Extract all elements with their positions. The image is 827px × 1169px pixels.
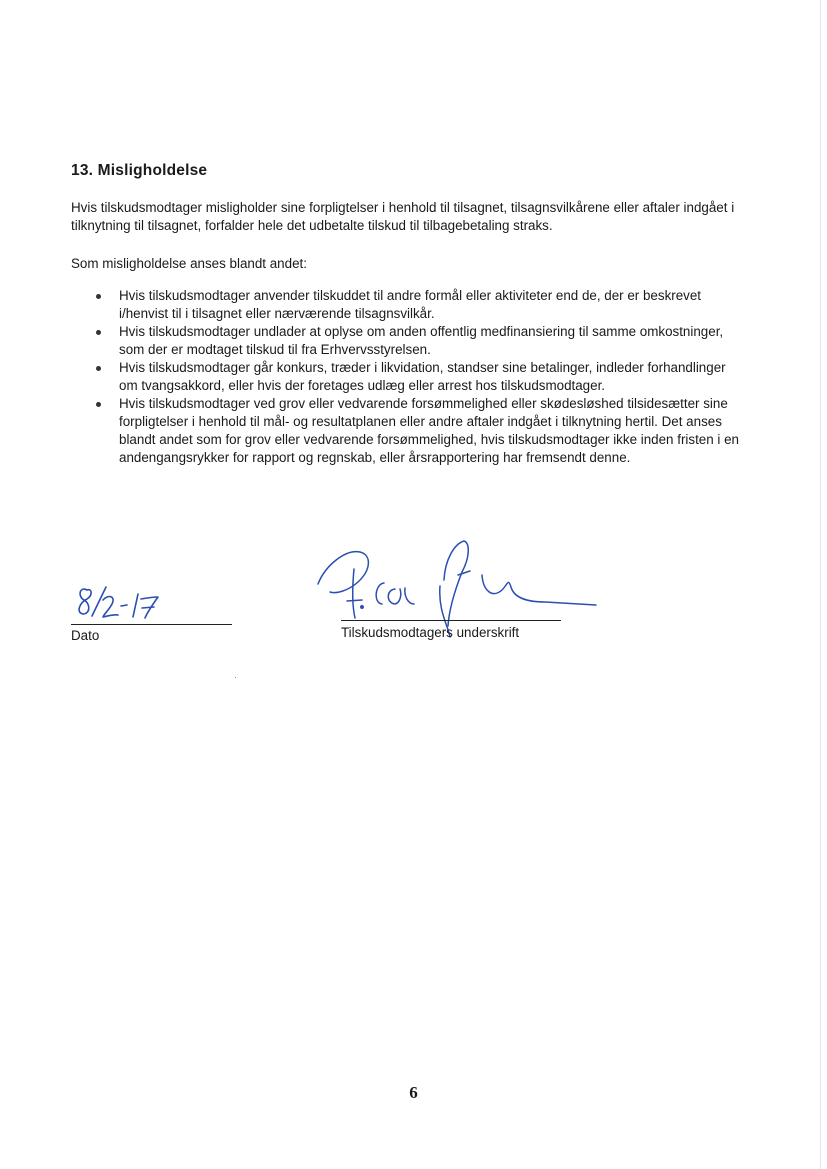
scan-speck: [235, 677, 236, 678]
signature-line: [341, 620, 561, 621]
handwritten-date: [79, 587, 158, 618]
signature: [318, 541, 596, 637]
page-number: 6: [409, 1083, 418, 1102]
signature-label: Tilskudsmodtagers underskrift: [341, 625, 520, 640]
list-item-text: Hvis tilskudsmodtager ved grov eller vedvarende forsømmelighed eller skødesløshed tilsidesætter sine forpligtelser i henhold til mål- og resultatplanen eller andre aftaler indgået i tilknytning hertil. Det anses blandt andet som for grov eller vedvarende forsømmelighed, hvis tilskudsmodtager ikke inden fristen i en andengangsrykker for rapport og regnskab, eller årsrapportering har fremsendt denne.: [119, 396, 739, 465]
section-heading: 13. Misligholdelse: [71, 162, 208, 179]
paragraph-breach-consequence: Hvis tilskudsmodtager misligholder sine forpligtelser i henhold til tilsagnet, tilsagnsvilkårene eller aftaler indgået i tilknytning til tilsagnet, forfalder hele det udbetalte tilskud til tilbagebetaling straks.: [71, 200, 735, 233]
list-item-text: Hvis tilskudsmodtager anvender tilskuddet til andre formål eller aktiviteter end de, der er beskrevet i/henvist til i tilsagnet eller nærværende tilsagnsvilkår.: [119, 288, 702, 321]
list-item-text: Hvis tilskudsmodtager går konkurs, træder i likvidation, standser sine betalinger, indleder forhandlinger om tvangsakkord, eller hvis der foretages udlæg eller arrest hos tilskudsmodtager.: [119, 360, 726, 393]
paragraph-breach-intro: Som misligholdelse anses blandt andet:: [71, 256, 307, 271]
list-item-text: Hvis tilskudsmodtager undlader at oplyse om anden offentlig medfinansiering til samme omkostninger, som der er modtaget tilskud til fra Erhvervsstyrelsen.: [119, 324, 724, 357]
date-line: [71, 624, 232, 625]
date-label: Dato: [71, 628, 100, 643]
